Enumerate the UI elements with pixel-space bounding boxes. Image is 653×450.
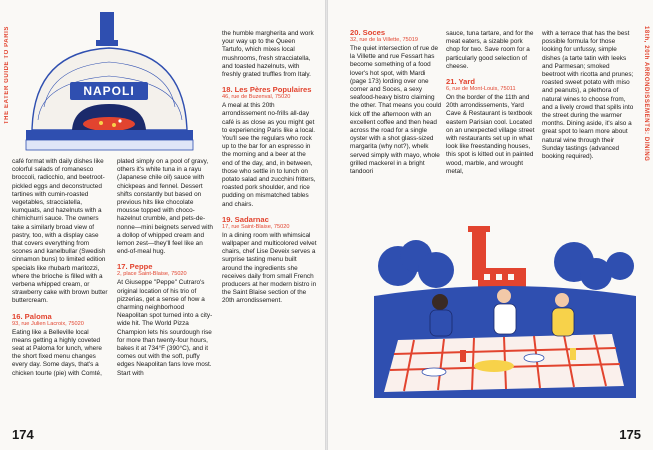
restaurant-name-populaires: 18. Les Pères Populaires: [222, 85, 312, 95]
right-column-1: [350, 26, 442, 222]
restaurant-text-populaires: A meal at this 20th arrondissement no-frills all-day café is as close as you might get to experiencing Paris like a local. You'll see the regulars who rock up to the bar for an espresso in the morning and a beer at the end of the day, and, in between, those who settle in to lunch on potato salad and zucchini fritters, roasted pork shoulder, and rice pudding on mismatched tables and chairs.: [222, 102, 316, 208]
restaurant-text-peppe: At Giuseppe "Peppe" Cutraro's original location of his trio of pizzerias, get a sense of how a charming neighborhood Neapolitan spot turned into a city-wide hit. The World Pizza Champion lets his sourdough rise for more than twenty-four hours, bakes it at 734°F (390°C), and it comes out with the soft, puffy edges Neapolitan fans love most. Start with: [117, 279, 213, 377]
picnic-illustration: [374, 226, 636, 398]
left-side-label: THE EATER GUIDE TO PARIS: [4, 26, 10, 125]
restaurant-address-yard: 6, rue de Mont-Louis, 75011: [446, 86, 516, 93]
restaurant-address-paloma: 93, rue Julien Lacroix, 75020: [12, 320, 84, 327]
pizza-oven-illustration: [22, 12, 197, 152]
page-number-left: 174: [12, 427, 34, 442]
restaurant-text-paloma: Eating like a Belleville local means getting a highly coveted seat at Paloma for lunch, where the short fixed menu changes every day. Some days, that's a chicken tourte (pie) with Comté,: [12, 328, 102, 377]
column-text: café format with daily dishes like colorful salads of romanesco broccoli, radicchio, and beetroot-pickled eggs and deconstructed tartines with cumin-roasted vegetables, stracciatella, kumquats, and hazelnuts with a chimichurri sauce. The owners take a similarly broad view of pastry, too, with a display case that covers everything from scones and kanelbullar (Swedish cinnamon buns) to limited edition specials like rhubarb maritozzi, where the brioche is filled with a verbena whipped cream, or strawberry cake with brown butter buttercream.: [12, 158, 108, 305]
restaurant-text-yard: On the border of the 11th and 20th arrondissements, Yard Cave & Restaurant is textbook eastern Parisian cool. Located on an unexpected village street with restaurants set up in what look like freestanding houses, this spot is kitted out in painted wood, marble, and wrought metal,: [446, 94, 535, 175]
restaurant-name-yard: 21. Yard: [446, 77, 475, 87]
restaurant-name-paloma: 16. Paloma: [12, 311, 52, 321]
left-column-3: [222, 30, 318, 418]
restaurant-name-peppe: 17. Peppe: [117, 262, 153, 272]
restaurant-address-sadarnac: 17, rue Saint-Blaise, 75020: [222, 223, 290, 230]
restaurant-address-populaires: 46, rue de Buzenval, 75020: [222, 94, 291, 101]
restaurant-name-soces: 20. Soces: [350, 28, 386, 37]
oven-sign-text: NAPOLI: [83, 84, 135, 98]
right-page: [328, 0, 653, 450]
restaurant-text-sadarnac: In a dining room with whimsical wallpaper and multicolored velvet chairs, chef Lise Deveix serves a surprise tasting menu built around the ingredients she receives daily from small French producers at her modern bistro in the Saint Blaise section of the 20th arrondissement.: [222, 231, 317, 305]
page-number-right: 175: [619, 427, 641, 442]
restaurant-name-sadarnac: 19. Sadarnac: [222, 214, 269, 224]
column-text: plated simply on a pool of gravy, others it's white tuna in a rayu (Japanese chile oil) sauce with chickpeas and fennel. Dessert shifts constantly but based on previous hits like chocolate mousse topped with choco-hazelnut crumble, and pets-de-nonne—mini beignets served with a dollop of whipped cream and lemon zest—they'll feel like an end-of-meal hug.: [117, 158, 213, 256]
restaurant-text-soces: The quiet intersection of rue de la Villette and rue Fessart has become something of a food lover's hot spot, with Mardi (page 173) lording over one corner and Soces, a sexy seafood-heavy bistro claiming the other. That means you could kick off the afternoon with an excellent coffee and then head across the road for a single oyster with a shot glass-sized margarita (why not?), whelk served simply with mayo, whole grilled mackerel in a bright tandoori: [350, 45, 442, 176]
left-column-2: [117, 158, 213, 418]
right-side-label: 18th, 20th ARRONDISSEMENTS: DINING: [643, 26, 649, 162]
column-text: with a terrace that has the best possible formula for those looking for unfussy, simple dishes (a tarte tatin with leeks and Parmesan; smoked beetroot with ricotta and prunes; roasted sweet potato with miso and peanuts), a plethora of natural wines to choose from, and a lively crowd that spills into the street during the warmer months. Dining aside, it's also a great spot to learn more about natural wine through their Sunday tastings (advanced booking required).: [542, 30, 634, 161]
right-column-2: [446, 30, 538, 230]
column-text: the humble margherita and work your way up to the Queen Tartufo, which mixes local mushrooms, fresh stracciatella, and toasted hazelnuts, with freshly grated truffles from Italy.: [222, 30, 314, 79]
column-text: sauce, tuna tartare, and for the meat eaters, a sizable pork chop for two. Save room for a particularly good selection of cheese.: [446, 30, 534, 70]
restaurant-address-soces: 32, rue de la Villette, 75019: [350, 37, 419, 43]
left-page: [0, 0, 325, 450]
right-column-3: [542, 30, 634, 230]
left-column-1: [12, 158, 108, 418]
restaurant-address-peppe: 2, place Saint-Blaise, 75020: [117, 271, 187, 278]
